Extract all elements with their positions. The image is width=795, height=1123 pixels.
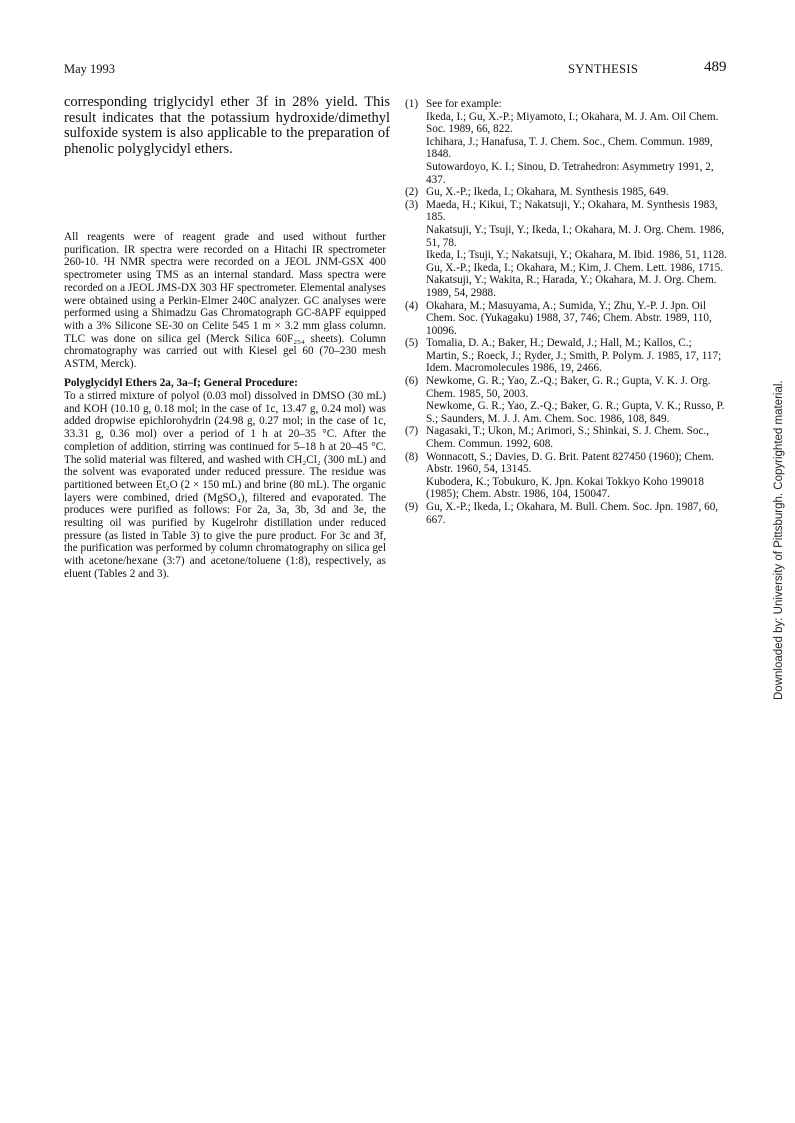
reference-entry: Ikeda, I.; Gu, X.-P.; Miyamoto, I.; Okahara, M. J. Am. Oil Chem. Soc. 1989, 66, 822. (426, 110, 719, 136)
reference-entry: Nakatsuji, Y.; Tsuji, Y.; Ikeda, I.; Okahara, M. J. Org. Chem. 1986, 51, 78. (426, 223, 725, 249)
intro-text: corresponding triglycidyl ether 3f in 28% yield. This result indicates that the potassium hydroxide/dimethyl sulfoxide system is also applicable to the preparation of phenolic polyglycidyl ethers. (64, 94, 390, 157)
reference-entry: Gu, X.-P.; Ikeda, I.; Okahara, M. Synthesis 1985, 649. (426, 186, 669, 199)
reference-entry: Maeda, H.; Kikui, T.; Nakatsuji, Y.; Okahara, M. Synthesis 1983, 185. (426, 198, 718, 224)
reference-entry: Sutowardoyo, K. I.; Sinou, D. Tetrahedron: Asymmetry 1991, 2, 437. (426, 160, 714, 186)
reference-item (405, 300, 727, 338)
experimental-section (64, 231, 386, 371)
reference-number: (8) (405, 450, 419, 463)
reference-item (405, 98, 727, 186)
header-date: May 1993 (64, 62, 116, 76)
references-list (405, 98, 727, 526)
reference-item (405, 337, 727, 375)
reference-item (405, 501, 727, 526)
reference-number: (7) (405, 425, 419, 438)
experimental-text: All reagents were of reagent grade and used without further purification. IR spectra were recorded on a Hitachi IR spectrometer 260-10. ¹H NMR spectra were recorded on a JEOL JNM-GSX 400 spectrometer using TMS as an internal standard. Mass spectra were recorded on a JEOL JMS-DX 303 HF spectrometer. Elemental analyses were obtained using a Perkin-Elmer 240C analyzer. GC analyses were performed using a Shimadzu Gas Chromatograph GC-8APF equipped with a 3% Silicone SE-30 on Celite 545 1 m × 3.2 mm glass column. TLC was done on silica gel (Merck Silica 60F₂₅₄ sheets). Column chromatography was carried out with Kiesel gel 60 (70–230 mesh ASTM, Merck). (64, 231, 386, 371)
reference-number: (3) (405, 198, 419, 211)
reference-item (405, 425, 727, 450)
download-watermark: Downloaded by: University of Pittsburgh. Copyrighted material. (773, 380, 785, 700)
reference-item (405, 186, 727, 199)
procedure-title: Polyglycidyl Ethers 2a, 3a–f; General Procedure: (64, 377, 298, 389)
reference-item (405, 375, 727, 425)
reference-number: (2) (405, 186, 419, 199)
reference-entry: Nakatsuji, Y.; Wakita, R.; Harada, Y.; Okahara, M. J. Org. Chem. 1989, 54, 2988. (426, 274, 717, 299)
reference-entry: Idem. Macromolecules 1986, 19, 2466. (426, 362, 602, 375)
reference-entry: Newkome, G. R.; Yao, Z.-Q.; Baker, G. R.; Gupta, V. K. J. Org. Chem. 1985, 50, 2003. (426, 375, 711, 400)
reference-entry: Okahara, M.; Masuyama, A.; Sumida, Y.; Zhu, Y.-P. J. Jpn. Oil Chem. Soc. (Yukagaku) 1988, 37, 746; Chem. Abstr. 1989, 110, 10096. (426, 299, 712, 337)
reference-number: (6) (405, 375, 419, 388)
reference-entry: Gu, X.-P.; Ikeda, I.; Okahara, M. Bull. Chem. Soc. Jpn. 1987, 60, 667. (426, 501, 719, 526)
procedure-section (64, 390, 386, 581)
reference-number: (5) (405, 337, 419, 350)
reference-entry: Newkome, G. R.; Yao, Z.-Q.; Baker, G. R.; Gupta, V. K.; Russo, P. S.; Saunders, M. J. J. Am. Chem. Soc. 1986, 108, 849. (426, 400, 725, 425)
reference-entry: Gu, X.-P.; Ikeda, I.; Okahara, M.; Kim, J. Chem. Lett. 1986, 1715. (426, 261, 724, 274)
reference-entry: Tomalia, D. A.; Baker, H.; Dewald, J.; Hall, M.; Kallos, C.; Martin, S.; Roeck, J.; Ryder, J.; Smith, P. Polym. J. 1985, 17, 117; (426, 337, 722, 362)
reference-item (405, 199, 727, 300)
header-page-number: 489 (704, 59, 727, 75)
reference-entry: Wonnacott, S.; Davies, D. G. Brit. Patent 827450 (1960); Chem. Abstr. 1960, 54, 13145. (426, 450, 715, 476)
header-journal: SYNTHESIS (568, 62, 639, 76)
reference-entry: Kubodera, K.; Tobukuro, K. Jpn. Kokai Tokkyo Koho 199018 (1985); Chem. Abstr. 1986, 104, 150047. (426, 475, 704, 501)
reference-number: (4) (405, 299, 419, 312)
reference-entry: See for example: (426, 98, 502, 110)
reference-entry: Ichihara, J.; Hanafusa, T. J. Chem. Soc., Chem. Commun. 1989, 1848. (426, 135, 713, 161)
reference-entry: Nagasaki, T.; Ukon, M.; Arimori, S.; Shinkai, S. J. Chem. Soc., Chem. Commun. 1992, 608. (426, 425, 710, 451)
intro-paragraph (64, 95, 390, 157)
procedure-text: To a stirred mixture of polyol (0.03 mol) dissolved in DMSO (30 mL) and KOH (10.10 g, 0.18 mol; in the case of 1c, 13.47 g, 0.24 mol) was added dropwise epichlorohydrin (24.98 g, 0.27 mol; in the case of 1c, 33.31 g, 0.36 mol) over a period of 1 h at 20–35 °C. After the completion of addition, stirring was continued for 5–18 h at 20–45 °C. The solid material was filtered, and washed with CH₂Cl₂ (300 mL) and the solvent was evaporated under reduced pressure. The residue was partitioned between Et₂O (2 × 150 mL) and brine (80 mL). The organic layers were combined, dried (MgSO₄), filtered and evaporated. The produces were purified as follows: For 2a, 3a, 3b, 3d and 3e, the resulting oil was purified by Kugelrohr distillation under reduced pressure (as listed in Table 3) to give the pure product. For 3c and 3f, the purification was performed by column chromatography on silica gel with acetone/hexane (3:7) and acetone/toluene (1:8), respectively, as eluent (Tables 2 and 3). (64, 390, 386, 580)
reference-number: (9) (405, 501, 419, 513)
reference-entry: Ikeda, I.; Tsuji, Y.; Nakatsuji, Y.; Okahara, M. Ibid. 1986, 51, 1128. (426, 249, 727, 262)
reference-item (405, 451, 727, 501)
reference-number: (1) (405, 98, 419, 110)
